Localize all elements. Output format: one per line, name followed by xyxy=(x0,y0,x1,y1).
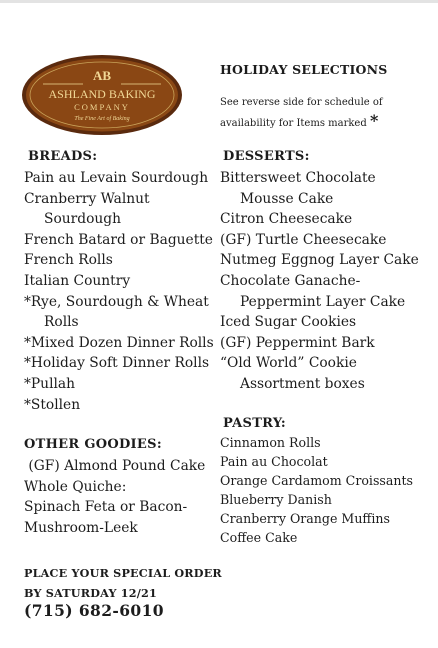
list-item: “Old World” Cookie xyxy=(220,355,357,372)
list-item: Nutmeg Eggnog Layer Cake xyxy=(220,252,419,269)
top-divider xyxy=(0,0,438,3)
list-item: *Pullah xyxy=(24,375,76,392)
list-item: Orange Cardamom Croissants xyxy=(220,472,414,488)
list-item: Iced Sugar Cookies xyxy=(220,314,357,331)
asterisk-marker: * xyxy=(369,111,379,130)
list-item: Cinnamon Rolls xyxy=(220,435,321,450)
list-item: (GF) Peppermint Bark xyxy=(220,334,375,351)
list-item: Pain au Levain Sourdough xyxy=(24,170,209,186)
holiday-note xyxy=(220,92,420,134)
list-item: (GF) Almond Pound Cake xyxy=(24,458,206,474)
list-item: Italian Country xyxy=(24,272,131,289)
list-item: *Stollen xyxy=(24,396,81,413)
list-item: Sourdough xyxy=(44,211,121,228)
list-item: Whole Quiche: xyxy=(24,478,127,495)
other-goodies-list xyxy=(24,456,205,538)
desserts-list xyxy=(220,168,419,395)
list-item: (GF) Turtle Cheesecake xyxy=(220,231,387,248)
list-item: Coffee Cake xyxy=(220,529,298,545)
list-item: Peppermint Layer Cake xyxy=(240,293,406,310)
logo-name: ASHLAND BAKING xyxy=(48,87,156,101)
breads-list xyxy=(24,168,214,415)
pastry-heading: PASTRY: xyxy=(223,416,286,431)
ashland-baking-logo xyxy=(21,54,183,136)
list-item: Mushroom-Leek xyxy=(24,519,138,536)
desserts-heading: DESSERTS: xyxy=(223,149,310,164)
list-item: Chocolate Ganache- xyxy=(220,272,361,289)
list-item: Assortment boxes xyxy=(240,375,365,392)
holiday-note-text: See reverse side for schedule of availability for Items marked xyxy=(220,97,383,129)
list-item: French Rolls xyxy=(24,252,113,269)
pastry-list xyxy=(220,434,413,547)
list-item: Bittersweet Chocolate xyxy=(220,170,376,186)
list-item: Citron Cheesecake xyxy=(220,211,353,228)
other-goodies-heading: OTHER GOODIES: xyxy=(24,437,162,452)
list-item: French Batard or Baguette xyxy=(24,231,213,248)
list-item: Rolls xyxy=(44,314,79,331)
list-item: Cranberry Walnut xyxy=(24,190,150,207)
logo-company: COMPANY xyxy=(74,102,130,112)
order-info xyxy=(24,563,222,603)
order-deadline: BY SATURDAY 12/21 xyxy=(24,586,157,600)
logo-initials: AB xyxy=(92,68,112,83)
list-item: *Rye, Sourdough & Wheat xyxy=(24,293,209,310)
list-item: *Holiday Soft Dinner Rolls xyxy=(24,355,210,372)
list-item: Spinach Feta or Bacon- xyxy=(24,499,188,516)
holiday-title: HOLIDAY SELECTIONS xyxy=(220,62,388,77)
breads-heading: BREADS: xyxy=(28,149,98,164)
list-item: Pain au Chocolat xyxy=(220,453,328,469)
order-line-1: PLACE YOUR SPECIAL ORDER xyxy=(24,566,222,580)
list-item: Cranberry Orange Muffins xyxy=(220,510,390,526)
list-item: *Mixed Dozen Dinner Rolls xyxy=(24,334,214,351)
list-item: Mousse Cake xyxy=(240,190,334,207)
phone-number: (715) 682-6010 xyxy=(24,601,164,620)
logo-tagline: The Fine Art of Baking xyxy=(74,116,130,122)
list-item: Blueberry Danish xyxy=(220,491,332,507)
